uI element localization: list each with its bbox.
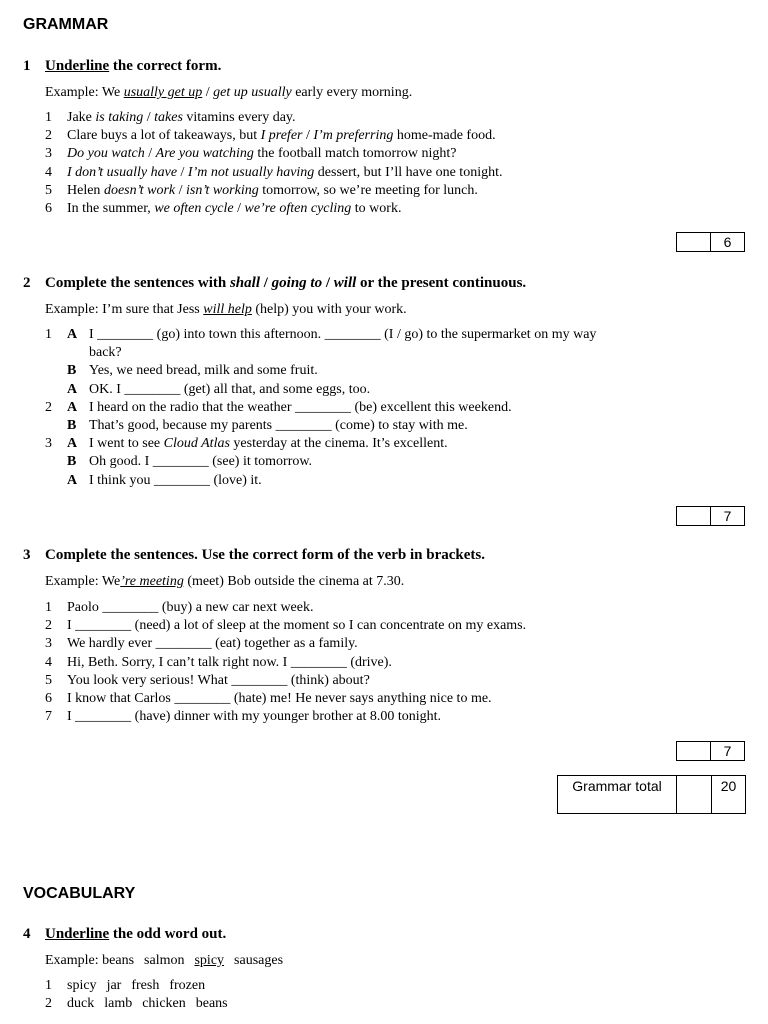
option-text: is taking [95,110,144,125]
exercise-1-heading: 1 Underline the correct form. [23,58,222,74]
list-item [45,978,238,996]
vocabulary-section-title: VOCABULARY [23,885,136,902]
list-item [45,691,526,709]
dialogue-line [45,436,596,454]
exercise-3-heading: 3 Complete the sentences. Use the correct form of the verb in brackets. [23,547,486,563]
option-text: takes [154,110,183,125]
sentence-text: / [177,164,188,180]
sentence-text: In the summer, [67,200,155,216]
item-number: 5 [45,182,52,198]
item-number: 2 [45,618,52,634]
exercise-2-example: Example: I’m sure that Jess will help (help) you with your work. [45,302,407,317]
option-text: we’re often cycling [244,200,352,216]
sentence-text: dessert, but I’ll have one tonight. [314,164,503,180]
sentence-text: I ________ (need) a lot of sleep at the moment so I can concentrate on my exams. [67,618,527,634]
sentence-text: / [233,200,245,216]
item-number: 2 [45,128,52,144]
sentence-text: Clare buys a lot of takeaways, but [67,128,261,144]
dialogue-line [45,363,596,381]
list-item [45,618,526,636]
dialogue-text: I think you ________ (love) it. [89,472,262,488]
sentence-text: / [175,182,186,198]
speaker-label: B [67,363,77,379]
item-number: 3 [45,436,52,452]
sentence-text: We hardly ever ________ (eat) together as a family. [67,636,358,652]
dialogue-text: Yes, we need bread, milk and some fruit. [89,363,318,379]
grammar-total-box [557,775,746,814]
dialogue-text: I went to see [89,436,164,452]
option-text: isn’t working [186,182,259,198]
item-number: 5 [45,672,52,688]
exercise-1-example: Example: We usually get up / get up usually early every morning. [45,85,413,100]
speaker-label: A [67,472,78,488]
word-choice[interactable]: lamb [104,996,133,1011]
list-item [45,709,526,727]
exercise-1-items [45,110,502,219]
word: spicy [194,953,225,968]
max-score: 6 [711,232,745,252]
sentence-text: Paolo ________ (buy) a new car next week. [67,600,314,615]
speaker-label: A [67,327,78,342]
list-item [45,201,502,219]
sentence-text: You look very serious! What ________ (think) about? [67,672,370,688]
word-choice[interactable]: frozen [169,978,206,993]
sentence-text: Jake [67,110,96,125]
grammar-total-label: Grammar total [557,775,677,814]
item-number: 7 [45,709,52,725]
exercise-3-example: Example: We’re meeting (meet) Bob outside the cinema at 7.30. [45,574,405,589]
dialogue-text: back? [89,345,122,361]
item-number: 6 [45,690,52,706]
sentence-text: the football match tomorrow night? [253,146,457,162]
item-number: 2 [45,399,52,415]
exercise-4-example [45,953,293,969]
option-text: I prefer [260,128,303,144]
dialogue-line [45,382,596,400]
option-text: I don’t usually have [67,164,178,180]
item-number: 6 [45,200,52,216]
score-entry-cell[interactable] [676,506,711,526]
exercise-3-score-box [676,741,745,761]
item-number: 4 [45,164,52,180]
item-number: 1 [45,327,52,342]
score-entry-cell[interactable] [676,741,711,761]
exercise-2-score-box [676,506,745,526]
item-number: 3 [45,636,52,652]
grammar-section-title: GRAMMAR [23,16,109,33]
exercise-1-score-box [676,232,745,252]
option-text: I’m not usually having [187,164,315,180]
word-choice[interactable]: duck [67,996,95,1011]
word: salmon [144,953,185,968]
list-item [45,600,526,618]
dialogue-text: Oh good. I ________ (see) it tomorrow. [89,454,313,470]
item-number: 1 [45,110,52,125]
item-number: 3 [45,146,52,162]
exercise-4-items [45,978,238,1014]
option-text: we often cycle [154,200,234,216]
sentence-text: Helen [67,182,104,198]
list-item [45,636,526,654]
dialogue-line [45,454,596,472]
list-item [45,110,502,128]
sentence-text: tomorrow, so we’re meeting for lunch. [258,182,478,198]
item-number: 1 [45,978,52,993]
list-item [45,673,526,691]
option-text: Are you watching [155,146,254,162]
sentence-text: I ________ (have) dinner with my younger brother at 8.00 tonight. [67,709,442,725]
dialogue-line [45,345,596,363]
exercise-2-dialogues [45,327,596,491]
list-item [45,128,502,146]
speaker-label: A [67,436,78,452]
exercise-number: 1 [23,58,31,74]
exercise-2-heading: 2 Complete the sentences with shall / going to / will or the present continuous. [23,275,527,291]
film-title: Cloud Atlas [163,436,230,452]
total-entry-cell[interactable] [677,775,712,814]
sentence-text: I know that Carlos ________ (hate) me! He never says anything nice to me. [67,690,492,706]
dialogue-text: I heard on the radio that the weather ________ (be) excellent this weekend. [89,399,512,415]
word-choice[interactable]: jar [106,978,122,993]
dialogue-text: That’s good, because my parents ________ (come) to stay with me. [89,417,468,433]
word-choice[interactable]: beans [195,996,228,1011]
dialogue-line [45,400,596,418]
list-item [45,655,526,673]
dialogue-text: OK. I ________ (get) all that, and some eggs, too. [89,381,371,397]
word-choice[interactable]: chicken [142,996,186,1011]
list-item [45,183,502,201]
list-item [45,996,238,1014]
speaker-label: A [67,399,78,415]
item-number: 4 [45,654,52,670]
sentence-text: / [144,146,156,162]
exercise-3-items [45,600,526,727]
word-choice[interactable]: spicy [67,978,97,993]
dialogue-line [45,473,596,491]
speaker-label: B [67,417,77,433]
dialogue-line [45,418,596,436]
sentence-text: / [302,128,314,144]
max-score: 7 [711,741,745,761]
dialogue-text: yesterday at the cinema. It’s excellent. [229,436,448,452]
max-score: 7 [711,506,745,526]
speaker-label: A [67,381,78,397]
list-item [45,146,502,164]
item-number: 2 [45,996,52,1011]
dialogue-line [45,327,596,345]
sentence-text: to work. [351,200,402,216]
sentence-text: Hi, Beth. Sorry, I can’t talk right now. I ________ (drive). [67,654,392,670]
sentence-text: vitamins every day. [182,110,296,125]
sentence-text: / [143,110,155,125]
exercise-4-heading: 4 Underline the odd word out. [23,926,227,942]
score-entry-cell[interactable] [676,232,711,252]
word: sausages [234,953,284,968]
list-item [45,165,502,183]
word: Example: beans [45,953,135,968]
sentence-text: home-made food. [393,128,496,144]
dialogue-text: I ________ (go) into town this afternoon. ________ (I / go) to the supermarket on my way [89,327,597,342]
item-number: 1 [45,600,52,615]
word-choice[interactable]: fresh [131,978,160,993]
option-text: I’m preferring [313,128,394,144]
grammar-total-max: 20 [712,775,746,814]
speaker-label: B [67,454,77,470]
option-text: doesn’t work [103,182,176,198]
option-text: Do you watch [67,146,145,162]
